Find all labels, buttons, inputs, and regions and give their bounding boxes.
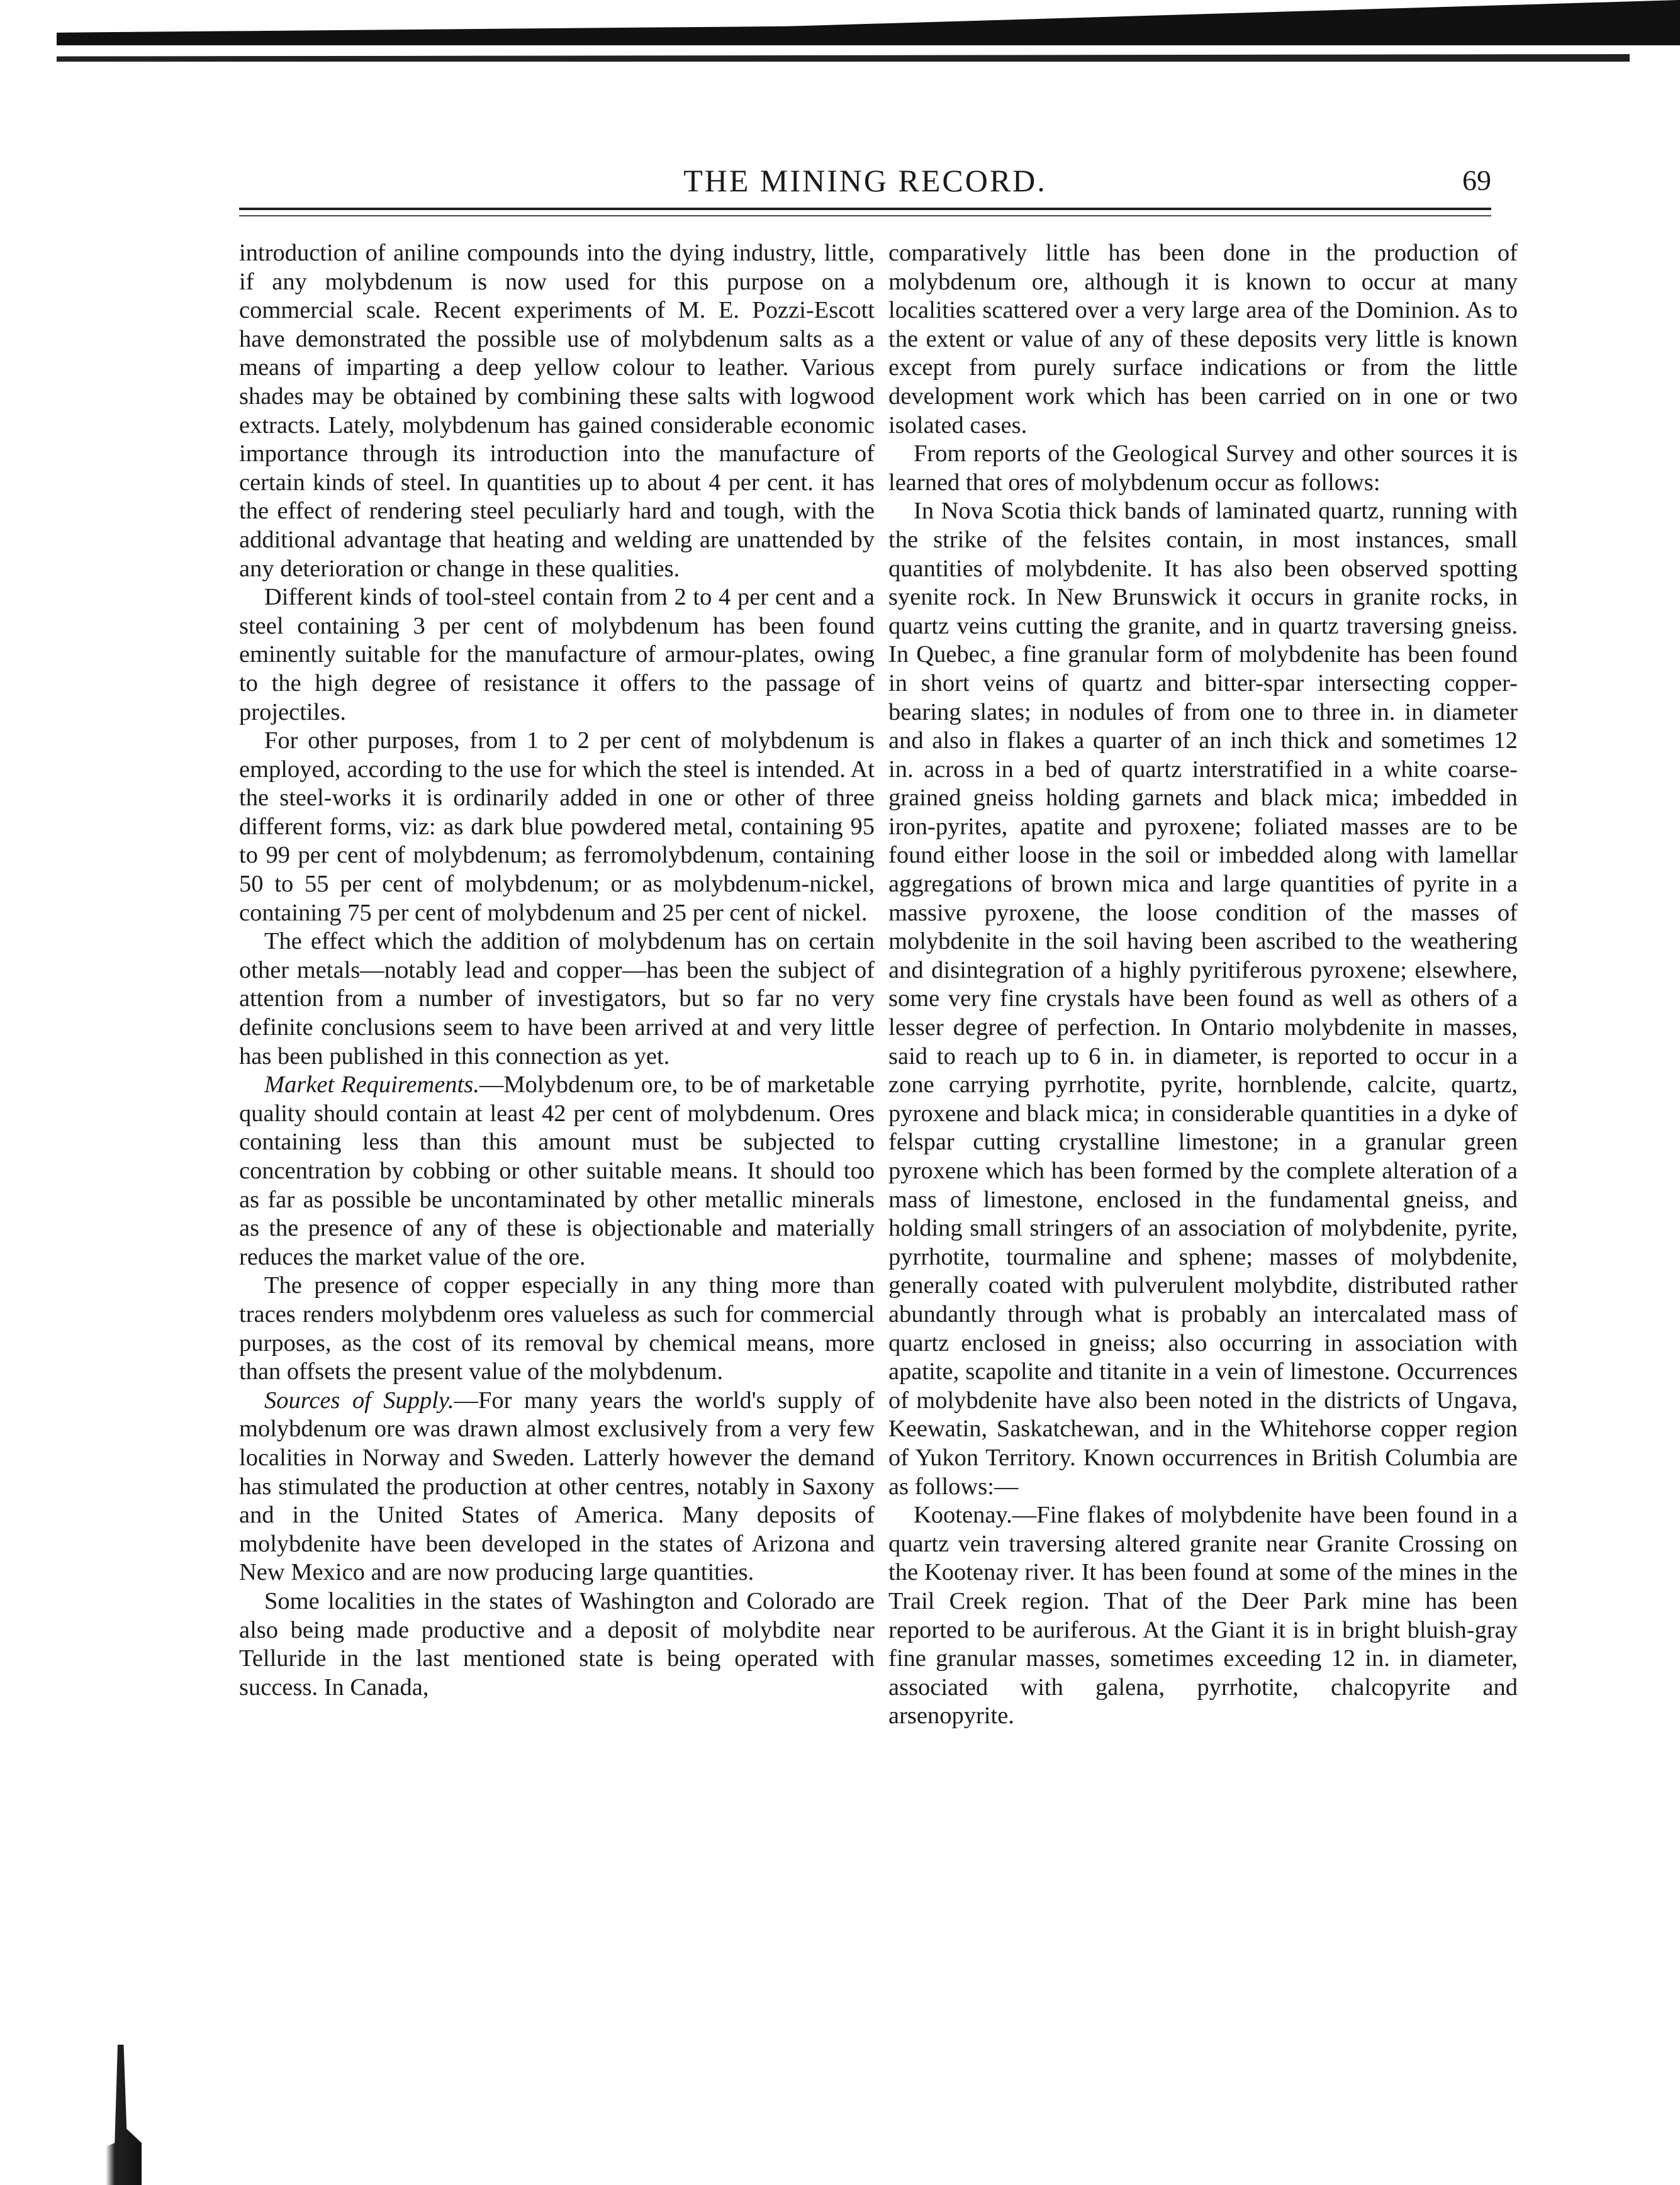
- paragraph-tool-steel: Different kinds of tool-steel contain from 2 to 4 per cent and a steel containing 3 per cent of molybdenum has been found eminently suitable for the manufacture of armour-plates, owing to the high degree of resistance it offers to the passage of projectiles.: [239, 584, 875, 725]
- right-column: [888, 239, 1518, 1731]
- paragraph-effect-on-metals: The effect which the addition of molybdenum has on certain other metals—notably lead and copper—has been the subject of attention from a number of investigators, but so far no very definite conclusions seem to have been arrived at and very little has been published in this connection as yet.: [239, 928, 875, 1070]
- binding-scan-artifact: [82, 2045, 142, 2185]
- paragraph-washington-colorado: Some localities in the states of Washington and Colorado are also being made productive and a deposit of molybdite near Telluride in the last mentioned state is being operated with success. In Canada,: [239, 1587, 875, 1701]
- paragraph-aniline: introduction of aniline compounds into the dying industry, little, if any molybdenum is now used for this purpose on a commercial scale. Recent experiments of M. E. Pozzi-Escott have demonstrated the possible use of molybdenum salts as a means of imparting a deep yellow colour to leather. Various shades may be obtained by combining these salts with logwood extracts. Lately, molybdenum has gained considerable economic importance through its introduction into the manufacture of certain kinds of steel. In quantities up to about 4 per cent. it has the effect of rendering steel peculiarly hard and tough, with the additional advantage that heating and welding are unattended by any deterioration or change in these qualities.: [239, 240, 875, 582]
- section-heading-market: Market Requirements.: [264, 1071, 479, 1098]
- page-number: 69: [1462, 164, 1491, 196]
- scan-edge-top: [57, 0, 1680, 45]
- journal-title: THE MINING RECORD.: [683, 163, 1047, 198]
- section-heading-sources: Sources of Supply.: [264, 1387, 454, 1414]
- paragraph-other-purposes: For other purposes, from 1 to 2 per cent of molybdenum is employed, according to the use for which the steel is intended. At the steel-works it is ordinarily added in one or other of three different forms, viz: as dark blue powdered metal, containing 95 to 99 per cent of molybdenum; as ferromolybdenum, containing 50 to 55 per cent of molybdenum; or as molybdenum-nickel, containing 75 per cent of molybdenum and 25 per cent of nickel.: [239, 727, 875, 926]
- paragraph-copper: The presence of copper especially in any thing more than traces renders molybdenm ores valueless as such for commercial purposes, as the cost of its removal by chemical means, more than offsets the present value of the molybdenum.: [239, 1272, 875, 1385]
- header-rule: [239, 208, 1491, 216]
- paragraph-market-requirements: [239, 1071, 875, 1271]
- sources-text: —For many years the world's supply of molybdenum ore was drawn almost exclusively from a very few localities in Norway and Sweden. Latterly however the demand has stimulated the production at other centres, notably in Saxony and in the United States of America. Many deposits of molybdenite have been developed in the states of Arizona and New Mexico and are now producing large quantities.: [239, 1387, 875, 1586]
- running-head: [239, 151, 1491, 208]
- paragraph-geological-survey: From reports of the Geological Survey and other sources it is learned that ores of molybdenum occur as follows:: [888, 440, 1518, 496]
- paragraph-sources-of-supply: [239, 1387, 875, 1587]
- paragraph-kootenay: Kootenay.—Fine flakes of molybdenite have been found in a quartz vein traversing altered granite near Granite Crossing on the Kootenay river. It has been found at some of the mines in the Trail Creek region. That of the Deer Park mine has been reported to be auriferous. At the Giant it is in bright bluish-gray fine granular masses, sometimes exceeding 12 in. in diameter, associated with galena, pyrrhotite, chalcopyrite and arsenopyrite.: [888, 1502, 1518, 1730]
- left-column: [239, 239, 875, 1702]
- paragraph-canada-continued: comparatively little has been done in the production of molybdenum ore, although it is known to occur at many localities scattered over a very large area of the Dominion. As to the extent or value of any of these deposits very little is known except from purely surface indications or from the little development work which has been carried on in one or two isolated cases.: [888, 240, 1518, 439]
- paragraph-eastern-occurrences: In Nova Scotia thick bands of laminated quartz, running with the strike of the felsites contain, in most instances, small quantities of molybdenite. It has also been observed spotting syenite rock. In New Brunswick it occurs in granite rocks, in quartz veins cutting the granite, and in quartz traversing gneiss. In Quebec, a fine granular form of molybdenite has been found in short veins of quartz and bitter-spar intersecting copper-bearing slates; in nodules of from one to three in. in diameter and also in flakes a quarter of an inch thick and sometimes 12 in. across in a bed of quartz interstratified in a white coarse-grained gneiss holding garnets and black mica; imbedded in iron-pyrites, apatite and pyroxene; foliated masses are to be found either loose in the soil or imbedded along with lamellar aggregations of brown mica and large quantities of pyrite in a massive pyroxene, the loose condition of the masses of molybdenite in the soil having been ascribed to the weathering and disintegration of a highly pyritiferous pyroxene; elsewhere, some very fine crystals have been found as well as others of a lesser degree of perfection. In Ontario molybdenite in masses, said to reach up to 6 in. in diameter, is reported to occur in a zone carrying pyrrhotite, pyrite, hornblende, calcite, quartz, pyroxene and black mica; in considerable quantities in a dyke of felspar cutting crystalline limestone; in a granular green pyroxene which has been formed by the complete alteration of a mass of limestone, enclosed in the fundamental gneiss, and holding small stringers of an association of molybdenite, pyrite, pyrrhotite, tourmaline and sphene; masses of molybdenite, generally coated with pulverulent molybdite, distributed rather abundantly through what is probably an intercalated mass of quartz enclosed in gneiss; also occurring in association with apatite, scapolite and titanite in a vein of limestone. Occurrences of molybdenite have also been noted in the districts of Ungava, Keewatin, Saskatchewan, and in the Whitehorse copper region of Yukon Territory. Known occurrences in British Columbia are as follows:—: [888, 498, 1518, 1500]
- market-text: —Molybdenum ore, to be of marketable quality should contain at least 42 per cent of molybdenum. Ores containing less than this amount must be subjected to concentration by cobbing or other suitable means. It should too as far as possible be uncontaminated by other metallic minerals as the presence of any of these is objectionable and materially reduces the market value of the ore.: [239, 1071, 875, 1270]
- scan-edge-rule: [57, 54, 1630, 62]
